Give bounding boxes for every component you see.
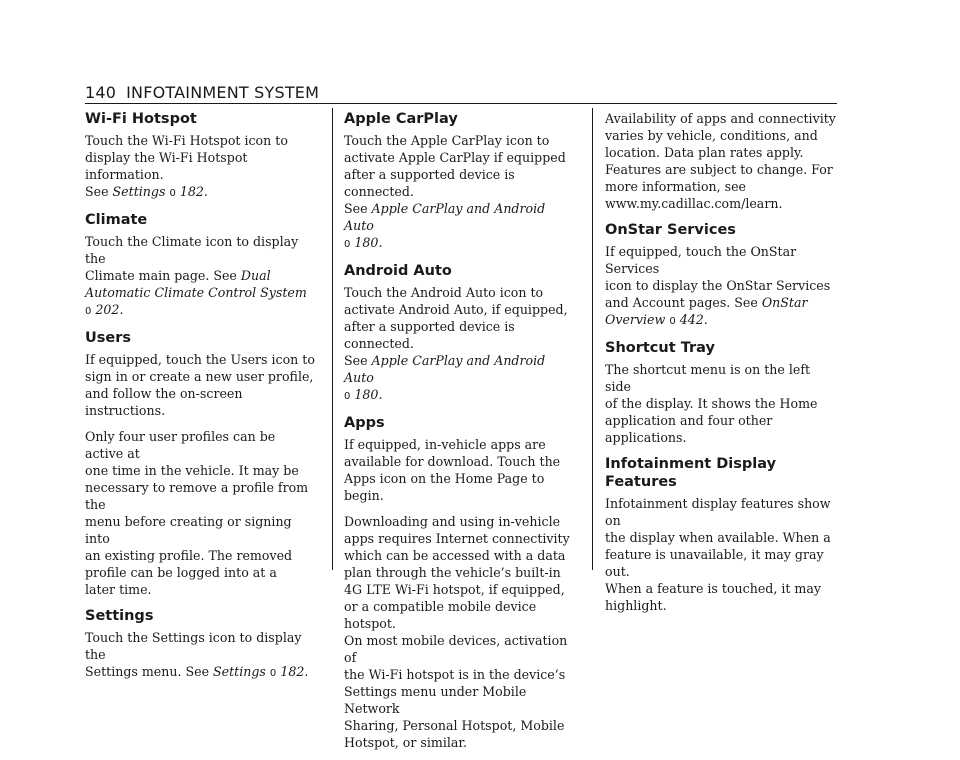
text-line: varies by vehicle, conditions, and [605,128,818,143]
text-line: Settings menu. See Settings 0 182. [85,664,309,679]
shortcut-paragraph [605,361,837,446]
text-see: Settings menu. See [85,664,214,679]
text-line: activate Apple CarPlay if equipped [344,150,566,165]
text-line: If equipped, in-vehicle apps are [344,437,546,452]
text-line: Touch the Climate icon to display the [85,234,299,266]
text-line: If equipped, touch the OnStar Services [605,244,797,276]
text-line: Touch the Android Auto icon to [344,285,544,300]
heading-onstar-services: OnStar Services [605,222,736,238]
page-header [85,83,837,102]
text-line: an existing profile. The removed [85,548,293,563]
heading-infotainment-display-features: Infotainment Display Features [605,456,777,490]
text-see: Climate main page. See [85,268,241,283]
ref-link-android[interactable]: Apple CarPlay and Android Auto [344,353,546,385]
text-line: Hotspot, or similar. [344,735,468,750]
page-ref-icon: 0 [344,239,351,250]
text-line: plan through the vehicle’s built-in [344,565,561,580]
text-line: applications. [605,430,687,445]
climate-paragraph [85,233,317,320]
text-line: or a compatible mobile device hotspot. [344,599,537,631]
text-line: 0 180. [344,387,383,402]
column-divider-1 [332,108,333,570]
text-line [344,352,576,386]
page-ref-icon: 0 [669,316,676,327]
text-line: If equipped, touch the Users icon to [85,352,315,367]
ref-page[interactable]: 182 [280,664,305,679]
text-line: Only four user profiles can be active at [85,429,276,461]
text-see: See [85,184,113,199]
text-line [605,294,837,311]
text-line: sign in or create a new user profile, [85,369,314,384]
text-line: necessary to remove a profile from the [85,480,309,512]
ref-page[interactable]: 180 [354,387,379,402]
ref-link-settings[interactable]: Settings [213,664,266,679]
wifi-paragraph [85,132,317,202]
text-line: Infotainment display features show on [605,496,831,528]
text-line: application and four other [605,413,773,428]
text-line: Apps icon on the Home Page to begin. [344,471,545,503]
text-line [85,284,317,301]
android-paragraph [344,284,576,405]
text-line: and follow the on-screen instructions. [85,386,243,418]
text-see: See [344,201,372,216]
text-line: Overview 0 442. [605,312,708,327]
text-line: Touch the Wi-Fi Hotspot icon to [85,133,288,148]
text-line: See Settings 0 182. [85,184,208,199]
text-line: available for download. Touch the [344,454,561,469]
text-line: which can be accessed with a data [344,548,566,563]
users-paragraph-1 [85,351,317,419]
text-line: apps requires Internet connectivity [344,531,570,546]
column-3 [605,108,837,623]
heading-wifi-hotspot: Wi-Fi Hotspot [85,111,197,127]
heading-apple-carplay: Apple CarPlay [344,111,458,127]
ref-link-carplay[interactable]: Apple CarPlay and Android Auto [344,201,546,233]
text-line: When a feature is touched, it may [605,581,821,596]
ref-page[interactable]: 442 [679,312,704,327]
carplay-paragraph [344,132,576,253]
apps-paragraph-2 [344,513,576,751]
availability-paragraph [605,110,837,212]
text-line: activate Android Auto, if equipped, [344,302,568,317]
text-line: Downloading and using in-vehicle [344,514,561,529]
text-line: one time in the vehicle. It may be [85,463,299,478]
page-ref-icon: 0 [344,391,351,402]
text-line: later time. [85,582,152,597]
heading-climate: Climate [85,212,148,228]
heading-shortcut-tray: Shortcut Tray [605,340,715,356]
text-line: Settings menu under Mobile Network [344,684,527,716]
ref-link-onstar[interactable]: Overview [605,312,666,327]
text-line: display the Wi-Fi Hotspot information. [85,150,248,182]
ref-link-settings[interactable]: Settings [112,184,166,199]
text-line: feature is unavailable, it may gray out. [605,547,824,579]
text-line: menu before creating or signing into [85,514,292,546]
apps-paragraph-1 [344,436,576,504]
text-see: and Account pages. See [605,295,762,310]
heading-apps: Apps [344,415,385,431]
text-line: of the display. It shows the Home [605,396,818,411]
section-title: INFOTAINMENT SYSTEM [126,83,320,102]
header-rule [85,103,837,104]
url-text: www.my.cadillac.com/learn. [605,196,783,211]
column-2 [344,108,576,760]
text-line: Availability of apps and connectivity [605,111,836,126]
ref-page[interactable]: 182 [179,184,204,199]
column-divider-2 [592,108,593,570]
text-line: after a supported device is connected. [344,167,515,199]
text-line: profile can be logged into at a [85,565,277,580]
text-line: the Wi-Fi hotspot is in the device’s [344,667,566,682]
text-line: Features are subject to change. For [605,162,833,177]
text-line: more information, see [605,179,747,194]
text-line: On most mobile devices, activation of [344,633,568,665]
ref-page[interactable]: 202 [95,302,120,317]
column-1 [85,108,317,691]
text-line: 4G LTE Wi-Fi hotspot, if equipped, [344,582,565,597]
page-ref-icon: 0 [269,668,277,679]
ref-page[interactable]: 180 [354,235,379,250]
text-line: icon to display the OnStar Services [605,278,831,293]
text-line: 0 202. [85,302,124,317]
page-ref-icon: 0 [169,188,176,199]
text-line: Touch the Apple CarPlay icon to [344,133,550,148]
text-line [344,200,576,234]
text-line: location. Data plan rates apply. [605,145,804,160]
text-line [85,267,317,284]
onstar-paragraph [605,243,837,330]
heading-android-auto: Android Auto [344,263,452,279]
page-ref-icon: 0 [85,306,92,317]
text-line: The shortcut menu is on the left side [605,362,811,394]
settings-paragraph [85,629,317,682]
features-paragraph [605,495,837,614]
users-paragraph-2 [85,428,317,598]
text-line: 0 180. [344,235,383,250]
text-see: See [344,353,372,368]
page-number: 140 [85,83,117,102]
text-line: after a supported device is connected. [344,319,515,351]
text-line: Sharing, Personal Hotspot, Mobile [344,718,565,733]
ref-link-climate[interactable]: Dual [240,268,271,283]
heading-users: Users [85,330,132,346]
ref-link-onstar[interactable]: OnStar [761,295,808,310]
ref-link-climate[interactable]: Automatic Climate Control System [85,285,307,300]
text-line: Touch the Settings icon to display the [85,630,302,662]
text-line: the display when available. When a [605,530,831,545]
heading-settings: Settings [85,608,154,624]
text-line: highlight. [605,598,667,613]
